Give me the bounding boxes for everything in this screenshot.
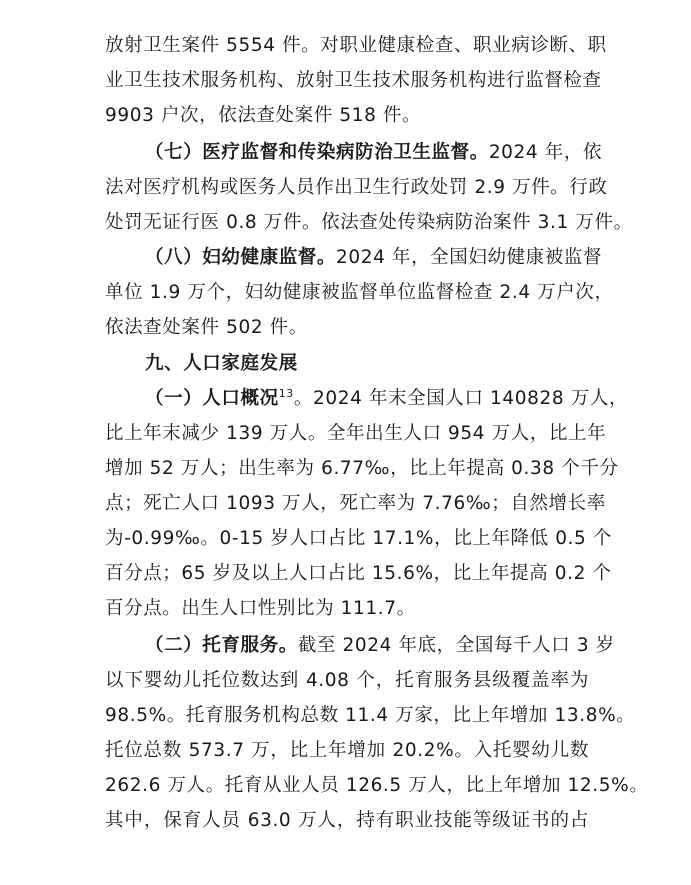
text-line: 增加 52 万人；出生率为 6.77‰，比上年提高 0.38 个千分 bbox=[105, 458, 619, 479]
text-span: 2024 年，依 bbox=[488, 142, 603, 163]
text-line: 其中，保育人员 63.0 万人，持有职业技能等级证书的占 bbox=[105, 810, 589, 831]
text-line: 百分点；65 岁及以上人口占比 15.6%，比上年提高 0.2 个 bbox=[105, 563, 612, 584]
chapter-9-heading: 九、人口家庭发展 bbox=[145, 353, 298, 374]
section-7-heading: （七）医疗监督和传染病防治卫生监督。 bbox=[145, 142, 489, 163]
text-line: 业卫生技术服务机构、放射卫生技术服务机构进行监督检查 bbox=[105, 70, 602, 91]
section-8-heading: （八）妇幼健康监督。 bbox=[145, 247, 337, 268]
section-2-line bbox=[145, 633, 615, 659]
section-2-heading: （二）托育服务。 bbox=[145, 635, 298, 656]
text-line: 以下婴幼儿托位数达到 4.08 个，托育服务县级覆盖率为 bbox=[105, 670, 589, 691]
text-span: 2024 年，全国妇幼健康被监督 bbox=[336, 247, 603, 268]
text-line: 点；死亡人口 1093 万人，死亡率为 7.76‰；自然增长率 bbox=[105, 493, 606, 514]
text-line: 为-0.99‰。0-15 岁人口占比 17.1%，比上年降低 0.5 个 bbox=[105, 528, 612, 549]
text-line: 9903 户次，依法查处案件 518 件。 bbox=[105, 105, 422, 126]
section-1-heading: （一）人口概况 bbox=[145, 388, 279, 409]
section-1-line bbox=[145, 386, 629, 412]
text-span: 。2024 年末全国人口 140828 万人， bbox=[293, 388, 629, 409]
text-line: 比上年末减少 139 万人。全年出生人口 954 万人，比上年 bbox=[105, 423, 607, 444]
text-span: 截至 2024 年底，全国每千人口 3 岁 bbox=[297, 635, 615, 656]
text-line: 单位 1.9 万个，妇幼健康被监督单位监督检查 2.4 万户次， bbox=[105, 282, 614, 303]
text-line: 处罚无证行医 0.8 万件。依法查处传染病防治案件 3.1 万件。 bbox=[105, 212, 633, 233]
text-line: 托位总数 573.7 万，比上年增加 20.2%。入托婴幼儿数 bbox=[105, 740, 589, 761]
text-line: 98.5%。托育服务机构总数 11.4 万家，比上年增加 13.8%。 bbox=[105, 705, 636, 726]
text-line: 放射卫生案件 5554 件。对职业健康检查、职业病诊断、职 bbox=[105, 35, 607, 56]
text-line: 法对医疗机构或医务人员作出卫生行政处罚 2.9 万件。行政 bbox=[105, 177, 608, 198]
text-line: 262.6 万人。托育从业人员 126.5 万人，比上年增加 12.5%。 bbox=[105, 775, 649, 796]
text-line: 百分点。出生人口性别比为 111.7。 bbox=[105, 598, 416, 619]
section-7-line bbox=[145, 140, 603, 166]
footnote-marker: 13 bbox=[278, 387, 294, 400]
text-line: 依法查处案件 502 件。 bbox=[105, 317, 308, 338]
section-8-line bbox=[145, 245, 603, 271]
